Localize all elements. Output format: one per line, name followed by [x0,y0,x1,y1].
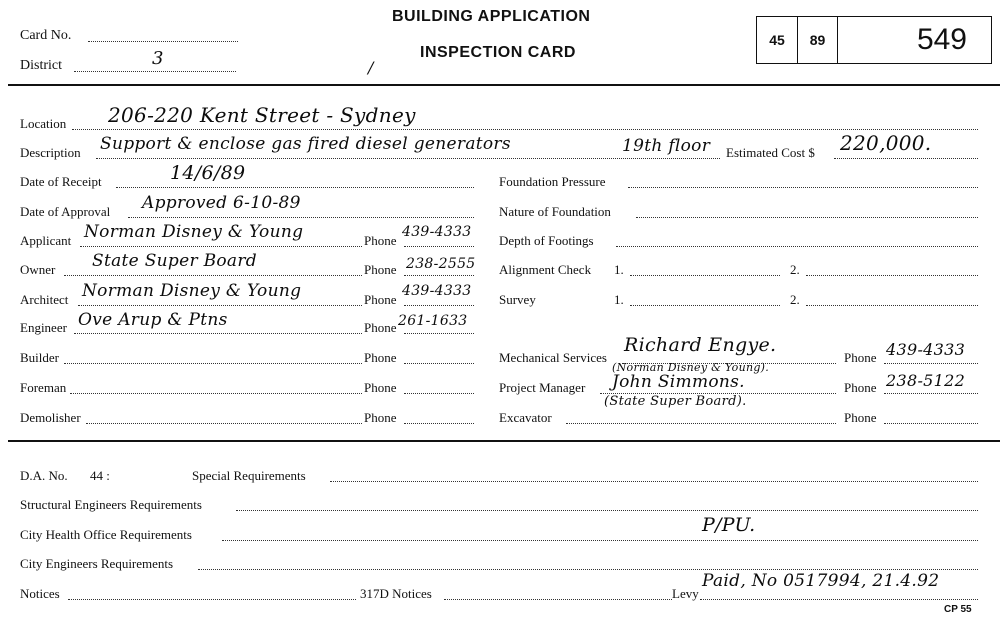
project-manager-label: Project Manager [499,380,586,395]
title-line2: INSPECTION CARD [420,44,576,61]
architect-phone: 439-4333 [402,283,472,299]
engineer-phone-label: Phone [364,320,397,335]
estimated-cost-label: Estimated Cost $ [726,145,815,160]
notices-label: Notices [20,586,60,601]
architect-phone-label: Phone [364,292,397,307]
location-field[interactable] [72,129,978,130]
architect-field[interactable] [78,305,362,306]
foreman-field[interactable] [70,393,362,394]
alignment-check-label: Alignment Check [499,262,592,277]
applicant-phone-field[interactable] [404,246,474,247]
demolisher-phone-label: Phone [364,410,397,425]
owner-field[interactable] [64,275,362,276]
builder-label: Builder [20,350,59,365]
survey-field-2[interactable] [806,305,978,306]
demolisher-phone-field[interactable] [404,423,474,424]
applicant-value: Norman Disney & Young [84,222,304,242]
nature-of-foundation-field[interactable] [636,217,978,218]
description-value: Support & enclose gas fired diesel generators [100,134,511,154]
nature-of-foundation-label: Nature of Foundation [499,204,611,219]
district-value: 3 [152,48,164,69]
foreman-phone-label: Phone [364,380,397,395]
owner-label: Owner [20,262,56,277]
card-number-box [756,16,992,64]
notices-317d-label: 317D Notices [360,586,432,601]
engineer-phone-field[interactable] [404,333,474,334]
da-no-label: D.A. No. [20,468,68,483]
notices-field[interactable] [68,599,356,600]
bottom-rule [8,440,1000,442]
card-no-label: Card No. [20,28,72,43]
pm-phone-field[interactable] [884,393,978,394]
box-number: 549 [837,17,991,63]
location-label: Location [20,116,67,131]
excavator-label: Excavator [499,410,552,425]
engineer-field[interactable] [74,333,362,334]
levy-label: Levy [672,586,699,601]
pm-phone: 238-5122 [886,371,966,390]
mech-phone: 439-4333 [886,340,966,359]
mech-services-note: (Norman Disney & Young). [612,361,770,374]
estimated-cost-field[interactable] [834,158,978,159]
structural-req-field[interactable] [236,510,978,511]
mech-phone-label: Phone [844,350,877,365]
description-label: Description [20,145,81,160]
applicant-phone-label: Phone [364,233,397,248]
mech-services-label: Mechanical Services [499,350,607,365]
foundation-pressure-field[interactable] [628,187,978,188]
approval-field[interactable] [128,217,474,218]
alignment-field-2[interactable] [806,275,978,276]
demolisher-label: Demolisher [20,410,81,425]
approval-value: Approved 6-10-89 [142,193,301,213]
box-cell-2: 89 [797,17,837,63]
project-manager-value: John Simmons. [612,372,745,392]
excavator-phone-label: Phone [844,410,877,425]
owner-phone-label: Phone [364,262,397,277]
mech-services-value: Richard Engye. [624,334,777,356]
applicant-field[interactable] [80,246,362,247]
excavator-field[interactable] [566,423,836,424]
foreman-label: Foreman [20,380,67,395]
description-field[interactable] [96,158,720,159]
foreman-phone-field[interactable] [404,393,474,394]
architect-value: Norman Disney & Young [82,281,302,301]
engineer-phone: 261-1633 [398,313,468,329]
description-extra: 19th floor [622,136,711,156]
survey-field-1[interactable] [630,305,780,306]
project-manager-note: (State Super Board). [604,394,747,409]
alignment-num-1: 1. [614,262,624,277]
district-label: District [20,58,62,73]
card-no-field[interactable] [88,41,238,42]
builder-phone-label: Phone [364,350,397,365]
survey-label: Survey [499,292,536,307]
box-cell-1: 45 [769,32,785,48]
special-req-field[interactable] [330,481,978,482]
alignment-num-2: 2. [790,262,800,277]
form-code: CP 55 [944,604,972,615]
engineer-value: Ove Arup & Ptns [78,310,228,330]
demolisher-field[interactable] [86,423,362,424]
receipt-value: 14/6/89 [170,162,246,184]
depth-of-footings-field[interactable] [616,246,978,247]
health-req-field[interactable] [222,540,978,541]
estimated-cost-value: 220,000. [840,131,932,155]
pm-phone-label: Phone [844,380,877,395]
special-req-label: Special Requirements [192,468,306,483]
health-req-value: P/PU. [702,514,756,536]
receipt-field[interactable] [116,187,474,188]
owner-phone: 238-2555 [406,256,476,272]
levy-value: Paid, No 0517994, 21.4.92 [702,571,940,591]
slash-mark: / [368,58,374,77]
da-no-value: 44 : [90,468,110,483]
owner-value: State Super Board [92,251,257,271]
notices-317d-field[interactable] [444,599,672,600]
engineer-label: Engineer [20,320,67,335]
owner-phone-field[interactable] [404,275,474,276]
approval-label: Date of Approval [20,204,111,219]
alignment-field-1[interactable] [630,275,780,276]
levy-field[interactable] [700,599,978,600]
location-value: 206-220 Kent Street - Sydney [108,103,416,127]
mech-phone-field[interactable] [884,363,978,364]
architect-label: Architect [20,292,69,307]
survey-num-2: 2. [790,292,800,307]
title-line1: BUILDING APPLICATION [392,8,591,25]
builder-phone-field[interactable] [404,363,474,364]
health-req-label: City Health Office Requirements [20,527,192,542]
city-eng-req-field[interactable] [198,569,978,570]
applicant-label: Applicant [20,233,72,248]
architect-phone-field[interactable] [404,305,474,306]
foundation-pressure-label: Foundation Pressure [499,174,606,189]
survey-num-1: 1. [614,292,624,307]
district-field[interactable] [74,71,236,72]
applicant-phone: 439-4333 [402,224,472,240]
structural-req-label: Structural Engineers Requirements [20,497,202,512]
city-eng-req-label: City Engineers Requirements [20,556,174,571]
builder-field[interactable] [64,363,362,364]
excavator-phone-field[interactable] [884,423,978,424]
depth-of-footings-label: Depth of Footings [499,233,594,248]
receipt-label: Date of Receipt [20,174,102,189]
top-rule [8,84,1000,86]
